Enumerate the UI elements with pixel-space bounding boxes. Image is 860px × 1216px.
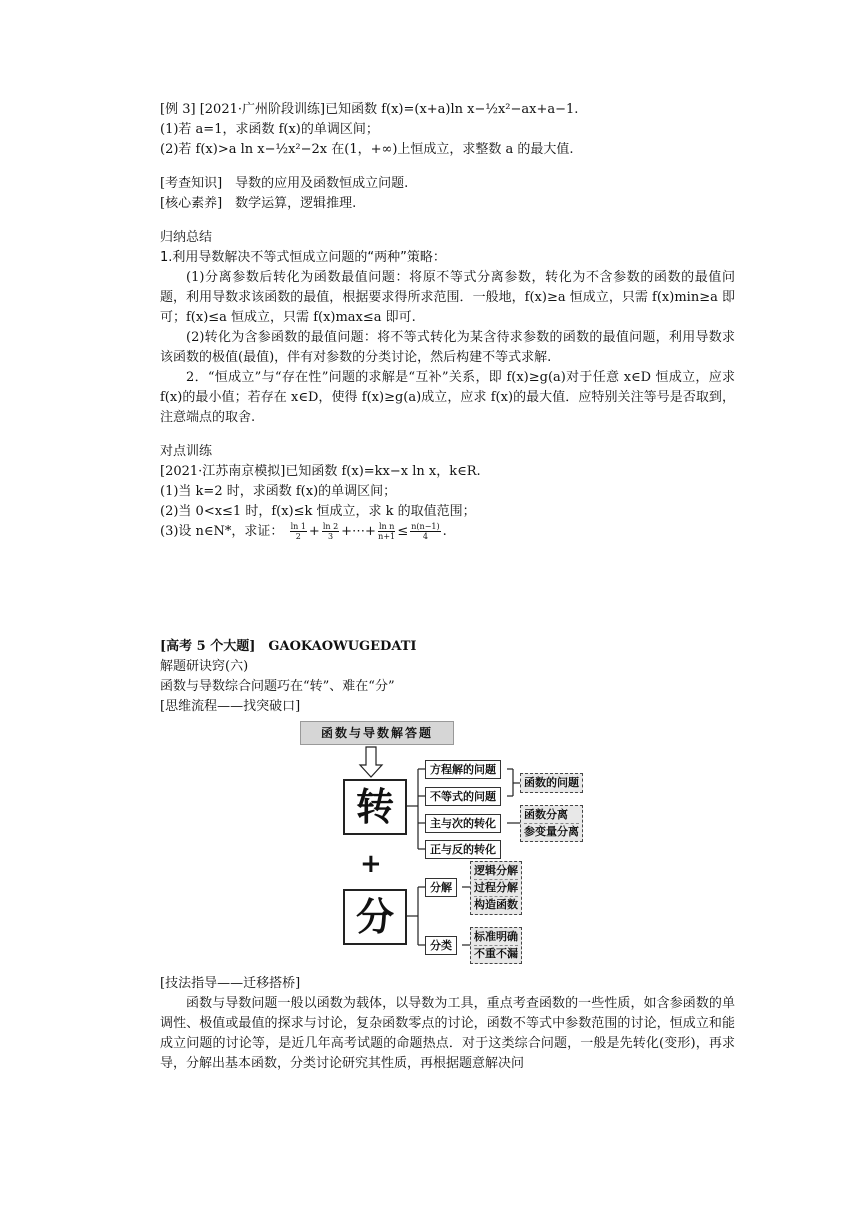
decompose-box: 分解 [425, 878, 457, 897]
example-statement: [例 3] [2021·广州阶段训练]已知函数 f(x)=(x+a)ln x−½x²−ax+a−1. [160, 102, 579, 117]
fraction-2: $\frac{\ln 2}{3}$ [322, 522, 339, 541]
separation-box: 函数分离 参变量分离 [520, 805, 583, 842]
technique-paragraph: 函数与导数问题一般以函数为载体，以导数为工具，重点考查函数的一些性质，如含参函数的单调性、极值或最值的探求与讨论，复杂函数零点的讨论，函数不等式中参数范围的讨论，恒成立和能成立问题的讨论等，是近几年高考试题的命题热点．对于这类综合问题，一般是先转化(变形)，再求导，分解出基本函数，分类讨论研究其性质，再根据题意解决问 [160, 996, 735, 1071]
summary-paragraph-1: (1)分离参数后转化为函数最值问题：将原不等式分离参数，转化为不含参数的函数的最值问题，利用导数求该函数的最值，根据要求得所求范围．一般地，f(x)≥a 恒成立，只需 f(x)min≥a 即可；f(x)≤a 恒成立，只需 f(x)max≤a 即可. [160, 270, 735, 325]
summary-heading: 归纳总结 [160, 230, 213, 245]
plus-sign: + [360, 849, 382, 879]
training-statement: [2021·江苏南京模拟]已知函数 f(x)=kx−x ln x，k∈R. [160, 464, 481, 479]
decompose-methods-box: 逻辑分解 过程分解 构造函数 [470, 861, 522, 915]
example-label: [例 3] [160, 102, 196, 117]
training-question-1: (1)当 k=2 时，求函数 f(x)的单调区间； [160, 484, 397, 499]
training-question-2: (2)当 0<x≤1 时，f(x)≤k 恒成立，求 k 的取值范围； [160, 504, 476, 519]
positive-negative-box: 正与反的转化 [425, 840, 501, 859]
example-question-2: (2)若 f(x)>a ln x−½x²−2x 在(1，+∞)上恒成立，求整数 a 的最大值. [160, 142, 574, 157]
function-problem-box: 函数的问题 [520, 773, 583, 793]
summary-paragraph-2: (2)转化为含参函数的最值问题：将不等式转化为某含待求参数的函数的最值问题，利用导数求该函数的极值(最值)，伴有对参数的分类讨论，然后构建不等式求解. [160, 330, 735, 365]
fraction-4: $\frac{n(n-1)}{4}$ [411, 522, 440, 541]
summary-paragraph-3: 2．“恒成立”与“存在性”问题的求解是“互补”关系，即 f(x)≥g(a)对于任意 x∈D 恒成立，应求 f(x)的最小值；若存在 x∈D，使得 f(x)≥g(a)成立，应求 f(x)的最大值．应特别关注等号是否取到，注意端点的取舍. [160, 370, 735, 425]
gaokao-topic: 函数与导数综合问题巧在“转”、难在“分” [160, 679, 395, 694]
example-question-1: (1)若 a=1，求函数 f(x)的单调区间； [160, 122, 379, 137]
down-arrow-icon [360, 747, 382, 777]
technique-heading: [技法指导——迁移搭桥] [160, 976, 301, 991]
classify-box: 分类 [425, 936, 457, 955]
knowledge-line: [考查知识] 导数的应用及函数恒成立问题. [160, 176, 409, 191]
summary-title: 1.利用导数解决不等式恒成立问题的“两种”策略： [160, 250, 446, 265]
thinking-flow-diagram [160, 721, 735, 966]
main-secondary-box: 主与次的转化 [425, 814, 501, 833]
training-heading: 对点训练 [160, 444, 213, 459]
fraction-1: $\frac{\ln 1}{2}$ [290, 522, 306, 541]
gaokao-subtitle: 解题研诀窍(六) [160, 659, 249, 674]
equation-problem-box: 方程解的问题 [425, 760, 501, 779]
classify-methods-box: 标准明确 不重不漏 [470, 927, 522, 964]
core-literacy-line: [核心素养] 数学运算，逻辑推理. [160, 196, 357, 211]
training-question-3: (3)设 n∈N*，求证： $\frac{\ln 1}{2}$ + $\frac{\ln 2}{3}$ +⋯+ $\frac{\text{ln n}}{n+1}$ ≤ $\frac{n(n-1)}{4}$ . [160, 522, 447, 541]
zhuan-box: 转 [343, 779, 407, 835]
fraction-3: $\frac{\text{ln n}}{n+1}$ [378, 522, 396, 541]
flow-heading: [思维流程——找突破口] [160, 699, 301, 714]
diagram-title: 函数与导数解答题 [300, 721, 454, 745]
fen-box: 分 [343, 889, 407, 945]
gaokao-header: [高考 5 个大题] GAOKAOWUGEDATI [160, 639, 417, 654]
inequality-problem-box: 不等式的问题 [425, 787, 501, 806]
document-page [160, 100, 735, 1074]
